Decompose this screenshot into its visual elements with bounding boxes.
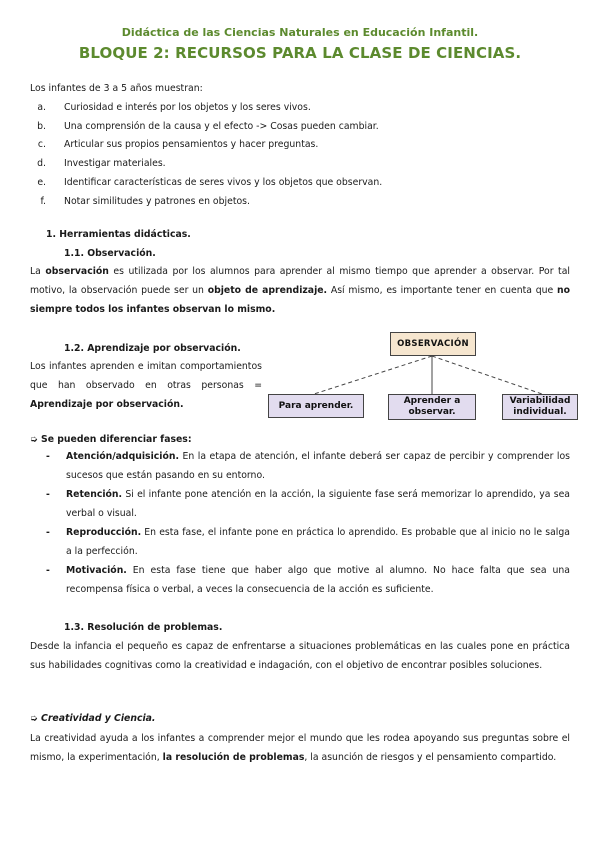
list-text: Curiosidad e interés por los objetos y los seres vivos.: [64, 102, 311, 113]
creativity-heading: ➭ Creatividad y Ciencia.: [30, 713, 156, 724]
list-text: Identificar características de seres vivos y los objetos que observan.: [64, 177, 383, 188]
subsection-heading-observacion: 1.1. Observación.: [64, 248, 156, 259]
phase-atencion: [46, 447, 570, 485]
bullet-dash: -: [46, 527, 50, 538]
list-item-e: [30, 176, 570, 189]
bullet-dash: -: [46, 451, 50, 462]
list-item-d: [30, 157, 570, 170]
diagram-box-variabilidad: Variabilidad individual.: [502, 394, 578, 420]
subsection-heading-aprendizaje: 1.2. Aprendizaje por observación.: [64, 343, 241, 354]
text-run: , la asunción de riesgos y el pensamiento compartido.: [304, 752, 557, 763]
text-run: La: [30, 266, 46, 277]
phase-retencion: [46, 485, 570, 523]
intro-lead: Los infantes de 3 a 5 años muestran:: [30, 83, 203, 94]
text-run: Así mismo, es importante tener en cuenta que: [327, 285, 557, 296]
aprendizaje-paragraph: [30, 357, 262, 414]
bold-run: la resolución de problemas: [162, 752, 305, 763]
diagram-box-observacion: OBSERVACIÓN: [390, 332, 476, 356]
phase-text: En la etapa de atención, el infante deberá ser capaz de percibir y comprender los sucesos que están pasando en su entorno.: [66, 451, 570, 481]
bold-run: no siempre todos los infantes observan lo mismo.: [30, 285, 570, 315]
subsection-heading-resolucion: 1.3. Resolución de problemas.: [64, 622, 223, 633]
list-text: Notar similitudes y patrones en objetos.: [64, 196, 250, 207]
bullet-dash: -: [46, 489, 50, 500]
phase-reproduccion: [46, 523, 570, 561]
list-marker: a.: [37, 102, 46, 113]
phase-term: Retención.: [66, 489, 123, 500]
connector-left: [314, 356, 432, 394]
list-marker: e.: [37, 177, 46, 188]
resolucion-paragraph: Desde la infancia el pequeño es capaz de enfrentarse a situaciones problemáticas en las cuales pone en práctica sus habilidades cognitivas como la creatividad e indagación, con el objetivo de encontrar posibles soluciones.: [30, 641, 570, 671]
diagram-box-para-aprender: Para aprender.: [268, 394, 364, 418]
text-run: Los infantes aprenden e imitan comportamientos que han observado en otras personas =: [30, 361, 262, 391]
list-item-a: [30, 101, 570, 114]
observation-diagram: [266, 330, 580, 422]
bold-run: objeto de aprendizaje.: [207, 285, 328, 296]
list-marker: d.: [37, 158, 46, 169]
diagram-box-aprender-observar: Aprender a observar.: [388, 394, 476, 420]
phase-term: Reproducción.: [66, 527, 142, 538]
connector-right: [432, 356, 542, 394]
list-text: Articular sus propios pensamientos y hacer preguntas.: [64, 139, 319, 150]
list-marker: f.: [40, 196, 46, 207]
block-title: BLOQUE 2: RECURSOS PARA LA CLASE DE CIENCIAS.: [78, 44, 522, 62]
list-item-c: [30, 138, 570, 151]
bold-run: Aprendizaje por observación.: [30, 399, 184, 410]
phase-text: En esta fase tiene que haber algo que motive al alumno. No hace falta que sea una recompensa física o verbal, a veces la consecuencia de la acción es suficiente.: [66, 565, 570, 595]
phase-term: Motivación.: [66, 565, 127, 576]
list-item-b: [30, 120, 570, 133]
phase-text: En esta fase, el infante pone en práctica lo aprendido. Es probable que al inicio no le salga a la perfección.: [66, 527, 570, 557]
list-item-f: [30, 195, 570, 208]
observacion-paragraph: [30, 262, 570, 319]
section-heading: 1. Herramientas didácticas.: [46, 229, 191, 240]
bullet-dash: -: [46, 565, 50, 576]
phase-text: Si el infante pone atención en la acción, la siguiente fase será memorizar lo aprendido, ya sea verbal o visual.: [66, 489, 570, 519]
list-marker: c.: [37, 139, 46, 150]
text-run: es utilizada por los alumnos para aprender al mismo tiempo que aprender a observar. Por tal motivo, la observación puede ser un: [30, 266, 570, 296]
phases-heading: ➭ Se pueden diferenciar fases:: [30, 434, 192, 445]
course-subtitle: Didáctica de las Ciencias Naturales en Educación Infantil.: [121, 26, 479, 39]
list-marker: b.: [37, 121, 46, 132]
text-run: La creatividad ayuda a los infantes a comprender mejor el mundo que les rodea apoyando sus preguntas sobre el mismo, la experimentación,: [30, 733, 570, 763]
list-text: Investigar materiales.: [64, 158, 166, 169]
creativity-paragraph: [30, 729, 570, 767]
list-text: Una comprensión de la causa y el efecto -> Cosas pueden cambiar.: [64, 121, 379, 132]
phase-term: Atención/adquisición.: [66, 451, 180, 462]
bold-run: observación: [45, 266, 109, 277]
phase-motivacion: [46, 561, 570, 599]
